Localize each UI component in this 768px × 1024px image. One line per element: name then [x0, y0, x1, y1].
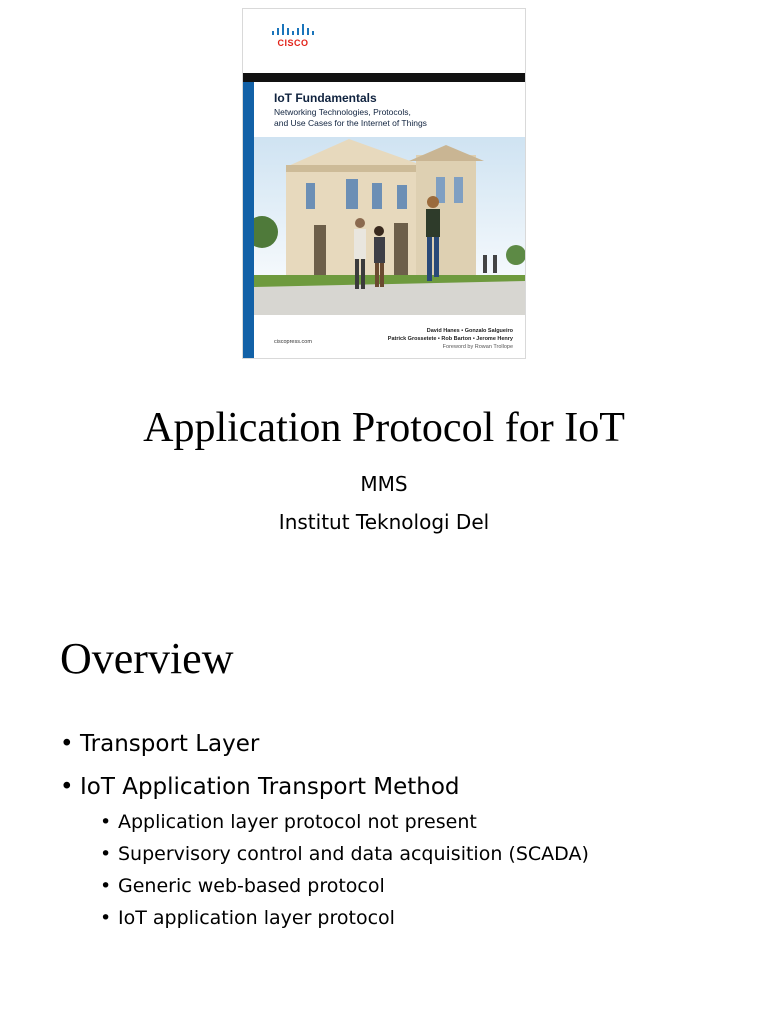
cover-photo — [254, 137, 526, 315]
sub-bullet-list — [100, 810, 740, 930]
cover-authors-line1: David Hanes • Gonzalo Salgueiro — [426, 328, 513, 334]
cisco-wordmark: CISCO — [277, 38, 309, 48]
cover-foreword — [388, 343, 513, 351]
cover-url: ciscopress.com — [274, 339, 312, 345]
overview-bullet-list — [60, 730, 740, 938]
bullet-item: • IoT Application Transport Method — [60, 773, 740, 801]
cover-foreword-name: Rowan Trollope — [474, 344, 513, 350]
slide-subtitle-institution: Institut Teknologi Del — [278, 510, 490, 534]
slide-title: Application Protocol for IoT — [143, 405, 625, 451]
cover-subtitle-line1: Networking Technologies, Protocols, — [274, 107, 411, 117]
bullet-item: • Transport Layer — [60, 730, 740, 758]
book-cover — [242, 8, 526, 359]
slide-subtitle-author: MMS — [360, 472, 408, 496]
cover-subtitle-line2: and Use Cases for the Internet of Things — [274, 118, 427, 128]
cover-subtitle — [274, 107, 474, 129]
cover-foreword-label: Foreword by — [442, 344, 474, 350]
cover-authors-line2: Patrick Grossetete • Rob Barton • Jerome Henry — [387, 336, 513, 342]
sub-bullet-item: • Generic web-based protocol — [100, 874, 740, 898]
cisco-logo — [271, 23, 315, 59]
cover-blue-strip — [243, 82, 254, 358]
cisco-bars-icon — [271, 23, 315, 35]
cover-black-band — [243, 73, 525, 82]
cover-title: IoT Fundamentals — [274, 91, 377, 105]
overview-title: Overview — [60, 634, 234, 683]
cover-authors — [388, 327, 513, 351]
sub-bullet-item: • IoT application layer protocol — [100, 906, 740, 930]
sub-bullet-item: • Supervisory control and data acquisition (SCADA) — [100, 842, 740, 866]
sub-bullet-item: • Application layer protocol not present — [100, 810, 740, 834]
